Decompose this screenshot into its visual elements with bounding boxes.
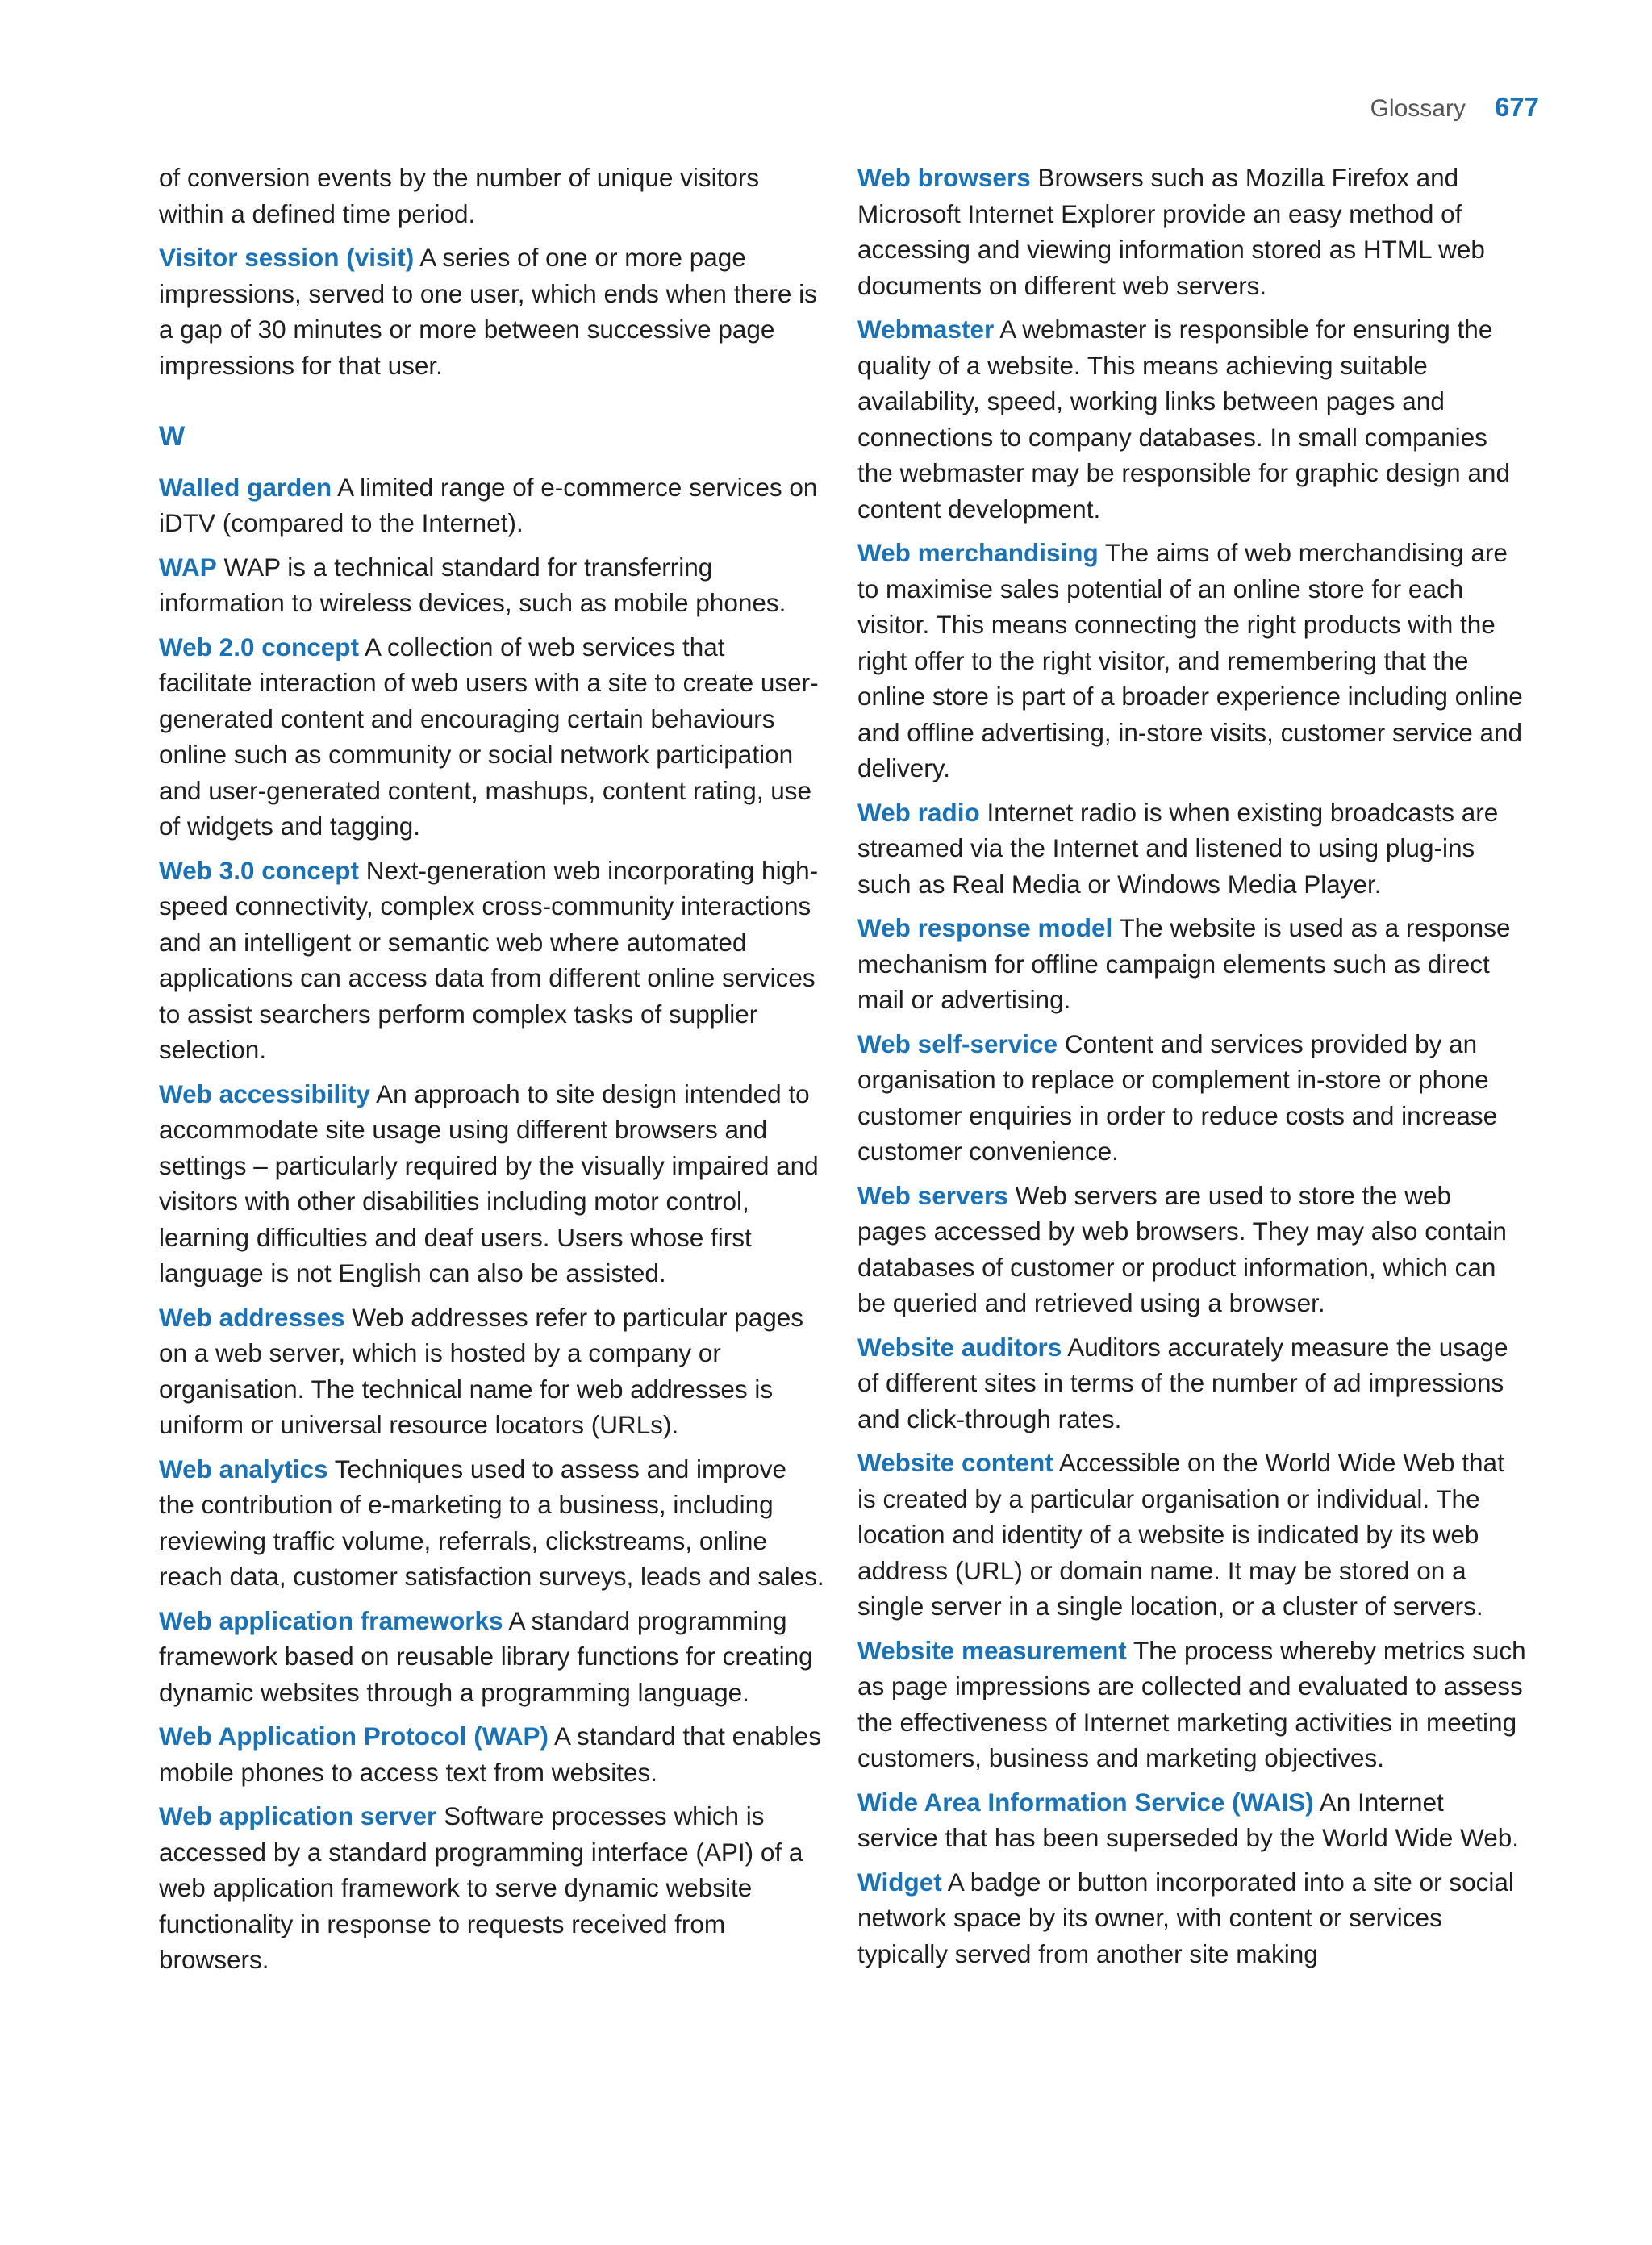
glossary-term: Web browsers: [857, 163, 1031, 192]
left-column: [159, 160, 824, 1986]
glossary-term: Web servers: [857, 1180, 1008, 1210]
left-entries: [159, 469, 824, 1978]
glossary-entry: [159, 1076, 824, 1292]
glossary-definition: Web servers are used to store the web pages accessed by web browsers. They may also contain databases of customer or product information, which can be queried and retrieved using a browser.: [857, 1180, 1507, 1317]
glossary-entry: [159, 469, 824, 541]
glossary-entry: [857, 795, 1527, 903]
glossary-entry: [159, 853, 824, 1068]
glossary-entry: [159, 240, 824, 383]
glossary-definition: The process whereby metrics such as page impressions are collected and evaluated to assess the effectiveness of Internet marketing activities in meeting customers, business and marketing objectives.: [857, 1635, 1526, 1772]
glossary-definition: WAP is a technical standard for transferring information to wireless devices, such as mobile phones.: [159, 552, 786, 617]
glossary-entry: [857, 1784, 1527, 1856]
glossary-term: WAP: [159, 552, 217, 582]
page-number: 677: [1494, 92, 1539, 122]
glossary-definition: A webmaster is responsible for ensuring the quality of a website. This means achieving suitable availability, speed, working links between pages and connections to company databases. In small companies the webmaster may be responsible for graphic design and content development.: [857, 315, 1510, 524]
glossary-definition: Accessible on the World Wide Web that is created by a particular organisation or individual. The location and identity of a website is indicated by its web address (URL) or domain name. It may be stored on a single server in a single location, or a cluster of servers.: [857, 1448, 1504, 1621]
glossary-entry: [159, 1798, 824, 1978]
glossary-entry: [159, 1603, 824, 1711]
glossary-term: Widget: [857, 1867, 942, 1897]
glossary-definition: The website is used as a response mechanism for offline campaign elements such as direct mail or advertising.: [857, 913, 1511, 1014]
glossary-definition: Content and services provided by an organisation to replace or complement in-store or phone customer enquiries in order to reduce costs and increase customer convenience.: [857, 1029, 1498, 1166]
glossary-entry: [159, 1451, 824, 1595]
glossary-term: Web application frameworks: [159, 1605, 503, 1635]
right-column: [857, 160, 1527, 1980]
glossary-definition: A standard that enables mobile phones to access text from websites.: [159, 1721, 822, 1787]
glossary-entry: [857, 1445, 1527, 1625]
glossary-definition: A collection of web services that facilitate interaction of web users with a site to create user-generated content and encouraging certain behaviours online such as community or social network participation and user-generated content, mashups, content rating, use of widgets and tagging.: [159, 632, 819, 841]
glossary-term: Web accessibility: [159, 1079, 371, 1108]
glossary-term: Web 3.0 concept: [159, 855, 359, 885]
section-title: Glossary: [1370, 95, 1466, 122]
glossary-definition: Browsers such as Mozilla Firefox and Microsoft Internet Explorer provide an easy method of accessing and viewing information stored as HTML web documents on different web servers.: [857, 163, 1485, 300]
glossary-term: Web merchandising: [857, 538, 1099, 567]
glossary-definition: Techniques used to assess and improve the contribution of e-marketing to a business, including reviewing traffic volume, referrals, clickstreams, online reach data, customer satisfaction surveys, leads and sales.: [159, 1454, 824, 1591]
glossary-definition: Internet radio is when existing broadcasts are streamed via the Internet and listened to using plug-ins such as Real Media or Windows Media Player.: [857, 797, 1499, 899]
glossary-definition: An approach to site design intended to accommodate site usage using different browsers and settings – particularly required by the visually impaired and visitors with other disabilities including motor control, learning difficulties and deaf users. Users whose first language is not English can also be assisted.: [159, 1079, 819, 1287]
glossary-definition: Next-generation web incorporating high-speed connectivity, complex cross-community interactions and an intelligent or semantic web where automated applications can access data from different online services to assist searchers perform complex tasks of supplier selection.: [159, 855, 819, 1064]
glossary-term: Webmaster: [857, 315, 995, 344]
glossary-term: Wide Area Information Service (WAIS): [857, 1787, 1314, 1817]
glossary-entry: [857, 1633, 1527, 1776]
glossary-entry: [857, 535, 1527, 787]
glossary-definition: Auditors accurately measure the usage of different sites in terms of the number of ad impressions and click-through rates.: [857, 1332, 1508, 1433]
glossary-term: Web response model: [857, 913, 1113, 942]
glossary-term: Web 2.0 concept: [159, 632, 359, 661]
glossary-term: Web addresses: [159, 1302, 345, 1332]
page-header: [1370, 92, 1539, 123]
glossary-entry: [857, 1178, 1527, 1321]
glossary-entry: [857, 311, 1527, 527]
glossary-entry: [857, 160, 1527, 303]
glossary-term: Visitor session (visit): [159, 243, 415, 272]
glossary-definition: Software processes which is accessed by a standard programming interface (API) of a web application framework to serve dynamic website functionality in response to requests received from browsers.: [159, 1801, 803, 1974]
glossary-term: Web radio: [857, 797, 980, 827]
glossary-definition: Web addresses refer to particular pages on a web server, which is hosted by a company or organisation. The technical name for web addresses is uniform or universal resource locators (URLs).: [159, 1302, 804, 1439]
glossary-term: Website measurement: [857, 1635, 1127, 1665]
glossary-entry: [857, 910, 1527, 1018]
glossary-entry: [159, 1300, 824, 1443]
glossary-definition: A badge or button incorporated into a site or social network space by its owner, with content or services typically served from another site making: [857, 1867, 1514, 1968]
section-letter-heading: W: [159, 421, 186, 452]
right-entries: [857, 160, 1527, 1972]
glossary-entry: [857, 1026, 1527, 1170]
glossary-definition: An Internet service that has been superseded by the World Wide Web.: [857, 1787, 1520, 1852]
glossary-entry: [159, 549, 824, 621]
glossary-term: Website auditors: [857, 1332, 1062, 1362]
glossary-entry: [857, 1329, 1527, 1438]
glossary-term: Web application server: [159, 1801, 437, 1830]
glossary-term: Website content: [857, 1448, 1053, 1477]
glossary-entry: [857, 1864, 1527, 1972]
entries-before-section: [159, 240, 824, 383]
glossary-definition: A series of one or more page impressions, served to one user, which ends when there is a gap of 30 minutes or more between successive page impressions for that user.: [159, 243, 817, 380]
continuation-text: of conversion events by the number of unique visitors within a defined time period.: [159, 163, 760, 228]
glossary-entry: [159, 1718, 824, 1790]
glossary-definition: A limited range of e-commerce services on iDTV (compared to the Internet).: [159, 472, 818, 537]
glossary-entry: [159, 629, 824, 845]
glossary-term: Web analytics: [159, 1454, 328, 1483]
glossary-term: Walled garden: [159, 472, 332, 502]
glossary-definition: The aims of web merchandising are to maximise sales potential of an online store for each visitor. This means connecting the right products with the right offer to the right visitor, and remembering that the online store is part of a broader experience including online and offline advertising, in-store visits, customer service and delivery.: [857, 538, 1523, 782]
glossary-term: Web self-service: [857, 1029, 1058, 1058]
glossary-term: Web Application Protocol (WAP): [159, 1721, 549, 1751]
glossary-definition: A standard programming framework based on reusable library functions for creating dynamic websites through a programming language.: [159, 1605, 813, 1707]
